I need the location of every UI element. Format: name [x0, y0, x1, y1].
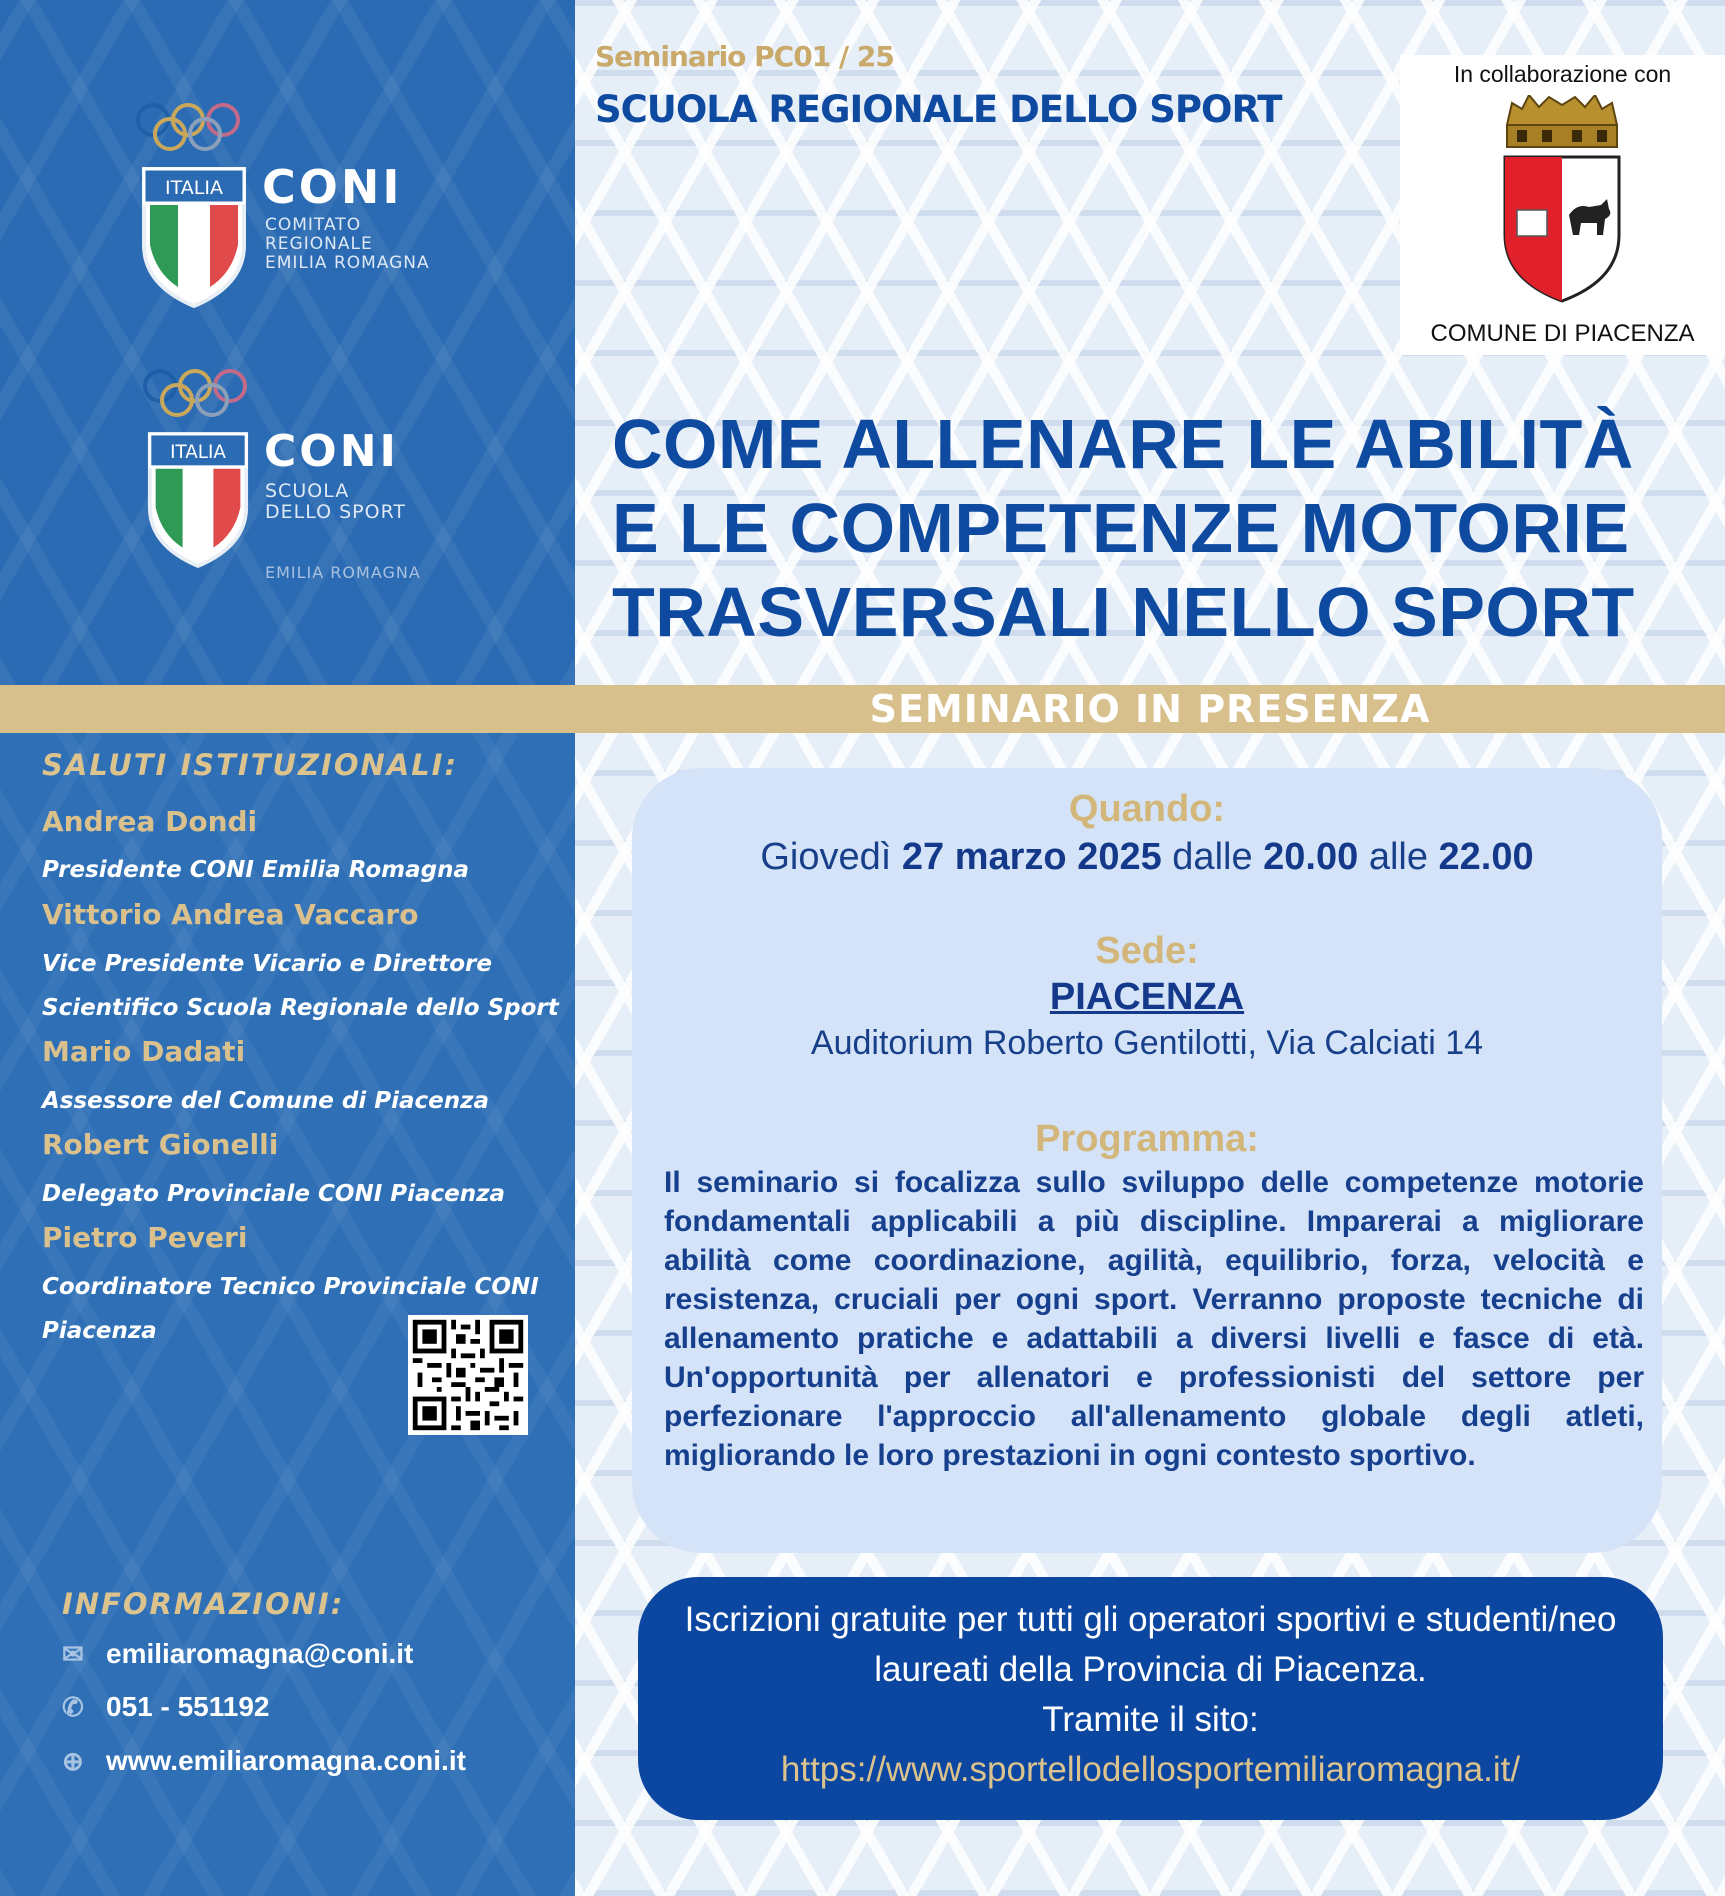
- person-name: Mario Dadati: [42, 1035, 246, 1068]
- person-name: Robert Gionelli: [42, 1128, 279, 1161]
- person-role: Delegato Provinciale CONI Piacenza: [42, 1181, 506, 1207]
- format-band: [0, 685, 1725, 733]
- olympic-rings-icon: [133, 102, 253, 152]
- phone-contact[interactable]: [62, 1691, 270, 1723]
- mail-icon: ✉: [62, 1639, 84, 1669]
- program-label: Programma:: [1035, 1118, 1259, 1160]
- italia-shield-icon: [140, 165, 248, 310]
- coni-school-subtitle: SCUOLA DELLO SPORT: [265, 480, 407, 523]
- left-panel-top: [0, 0, 575, 685]
- person-role: Piacenza: [42, 1318, 157, 1344]
- person-role: Assessore del Comune di Piacenza: [42, 1088, 489, 1114]
- olympic-rings-icon: [140, 368, 260, 418]
- info-heading: INFORMAZIONI:: [62, 1587, 345, 1621]
- person-name: Pietro Peveri: [42, 1221, 248, 1254]
- coni-regional-subtitle: COMITATO REGIONALE EMILIA ROMAGNA: [265, 215, 430, 273]
- person-name: Vittorio Andrea Vaccaro: [42, 898, 419, 931]
- qr-code[interactable]: [408, 1315, 528, 1435]
- person-role: Presidente CONI Emilia Romagna: [42, 857, 470, 883]
- svg-text:ITALIA: ITALIA: [170, 442, 226, 464]
- registration-line-3: Tramite il sito:: [1042, 1700, 1259, 1739]
- event-details-box: [632, 768, 1662, 1553]
- web-contact[interactable]: [62, 1745, 466, 1777]
- registration-line-1: Iscrizioni gratuite per tutti gli operatori sportivi e studenti/neo: [684, 1600, 1617, 1639]
- coni-school-region: EMILIA ROMAGNA: [265, 563, 421, 582]
- web-text: www.emiliaromagna.coni.it: [106, 1745, 466, 1776]
- email-text: emiliaromagna@coni.it: [106, 1638, 414, 1669]
- italia-shield-icon: [146, 430, 250, 570]
- person-name: Andrea Dondi: [42, 805, 258, 838]
- qr-code-icon: [408, 1315, 528, 1435]
- phone-icon: ✆: [62, 1692, 84, 1722]
- coni-wordmark: CONI: [262, 160, 403, 214]
- piacenza-coat-of-arms-icon: [1497, 95, 1627, 305]
- venue-label: Sede:: [1095, 930, 1199, 972]
- phone-text: 051 - 551192: [106, 1691, 270, 1722]
- registration-box: [638, 1577, 1663, 1820]
- greetings-heading: SALUTI ISTITUZIONALI:: [42, 748, 459, 782]
- collaboration-name: COMUNE DI PIACENZA: [1430, 320, 1695, 347]
- venue-city: PIACENZA: [1049, 976, 1245, 1018]
- registration-link[interactable]: https://www.sportellodellosportemiliaromagna.it/: [780, 1750, 1521, 1789]
- school-name: SCUOLA REGIONALE DELLO SPORT: [595, 88, 1282, 131]
- venue-address: Auditorium Roberto Gentilotti, Via Calciati 14: [810, 1024, 1484, 1062]
- person-role: Scientifico Scuola Regionale dello Sport: [42, 995, 559, 1021]
- registration-line-2: laureati della Provincia di Piacenza.: [874, 1650, 1427, 1689]
- globe-icon: ⊕: [62, 1746, 84, 1776]
- person-role: Vice Presidente Vicario e Direttore: [42, 951, 492, 977]
- email-contact[interactable]: [62, 1638, 413, 1670]
- svg-text:ITALIA: ITALIA: [165, 177, 223, 199]
- when-value: Giovedì 27 marzo 2025 dalle 20.00 alle 22.00: [760, 836, 1534, 878]
- page-title: COME ALLENARE LE ABILITÀ E LE COMPETENZE MOTORIE TRASVERSALI NELLO SPORT: [612, 405, 1635, 651]
- program-text: Il seminario si focalizza sullo sviluppo delle competenze motorie fondamentali applicabili a più discipline. Imparerai a migliorare abilità come coordinazione, agilità, equilibrio, forza, velocità e resistenza, cruciali per ogni sport. Verranno proposte tecniche di allenamento pratiche e adattabili a diversi livelli e fasce di età. Un'opportunità per allenatori e professionisti del settore per perfezionare l'approccio all'allenamento globale degli atleti, migliorando le loro prestazioni in ogni contesto sportivo.: [664, 1166, 1644, 1472]
- collaboration-box: [1400, 55, 1725, 355]
- collaboration-label: In collaborazione con: [1453, 61, 1672, 87]
- when-label: Quando:: [1068, 788, 1226, 830]
- seminar-code: Seminario PC01 / 25: [595, 40, 894, 73]
- coni-wordmark: CONI: [264, 426, 399, 477]
- format-label: SEMINARIO IN PRESENZA: [869, 687, 1431, 731]
- person-role: Coordinatore Tecnico Provinciale CONI: [42, 1274, 539, 1300]
